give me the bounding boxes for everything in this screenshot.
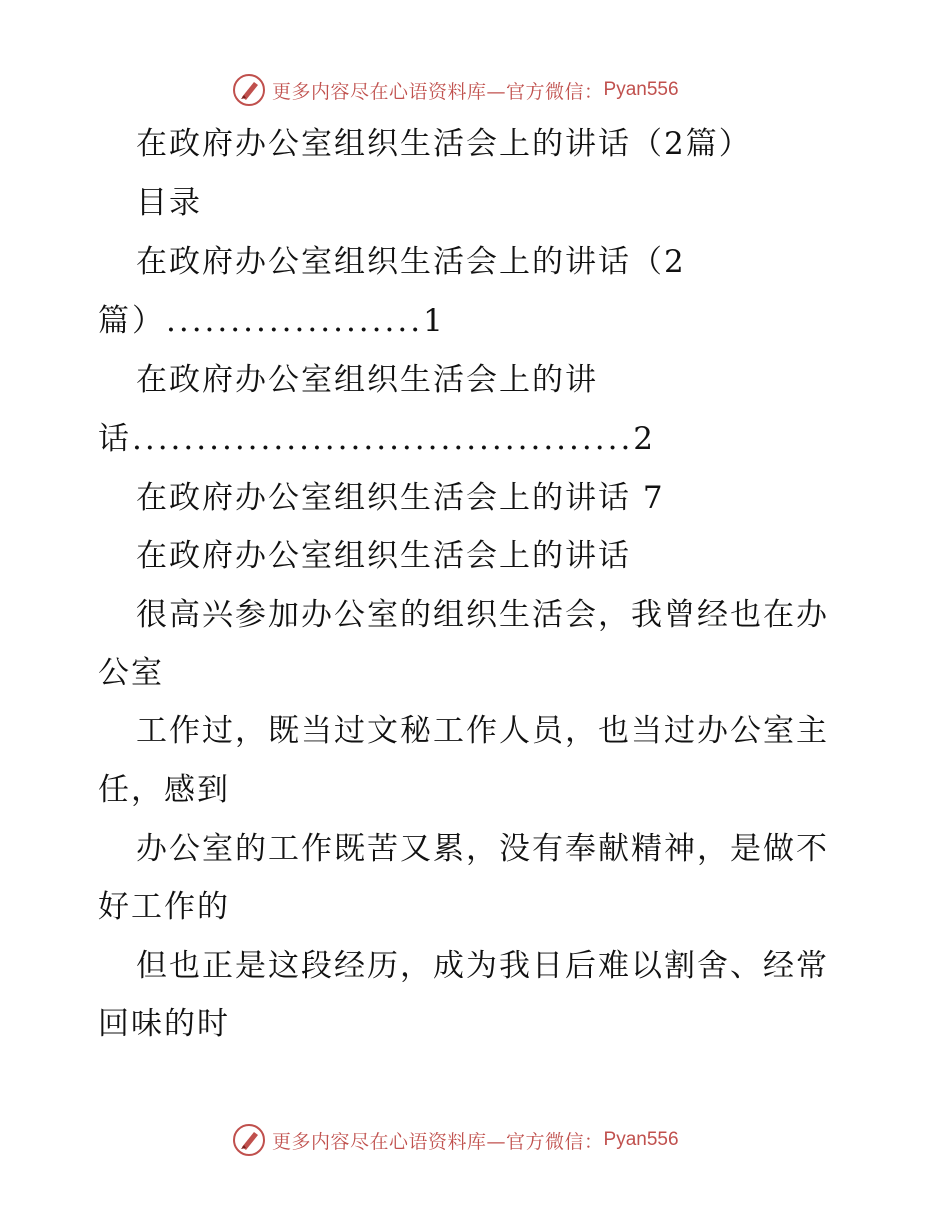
pen-logo-icon xyxy=(232,1123,266,1157)
body-line: 在政府办公室组织生活会上的讲话 7 xyxy=(136,480,665,516)
watermark-text: 更多内容尽在心语资料库—官方微信： xyxy=(272,80,604,103)
toc-entry-2-line1: 在政府办公室组织生活会上的讲 xyxy=(136,362,598,398)
watermark-text: 更多内容尽在心语资料库—官方微信： xyxy=(272,1130,604,1153)
body-line: 任，感到 xyxy=(98,772,230,808)
toc-entry-1-line1: 在政府办公室组织生活会上的讲话（2 xyxy=(136,244,686,280)
body-line: 但也正是这段经历，成为我日后难以割舍、经常 xyxy=(136,948,829,984)
section-heading: 在政府办公室组织生活会上的讲话 xyxy=(136,538,631,574)
body-line: 好工作的 xyxy=(98,889,230,925)
body-line: 办公室的工作既苦又累，没有奉献精神，是做不 xyxy=(136,831,829,867)
watermark-contact: Pyan556 xyxy=(603,79,679,100)
body-line: 工作过，既当过文秘工作人员，也当过办公室主 xyxy=(136,713,829,749)
toc-entry-2-line2: 话.......................................2 xyxy=(98,421,657,457)
watermark-contact: Pyan556 xyxy=(603,1129,679,1150)
body-line: 回味的时 xyxy=(98,1006,230,1042)
toc-entry-1-line2: 篇）....................1 xyxy=(98,303,446,339)
toc-heading: 目录 xyxy=(136,185,202,221)
footer-watermark xyxy=(232,1122,679,1158)
document-title: 在政府办公室组织生活会上的讲话（2篇） xyxy=(136,126,752,162)
body-line: 很高兴参加办公室的组织生活会，我曾经也在办 xyxy=(136,597,829,633)
body-line: 公室 xyxy=(98,655,164,691)
